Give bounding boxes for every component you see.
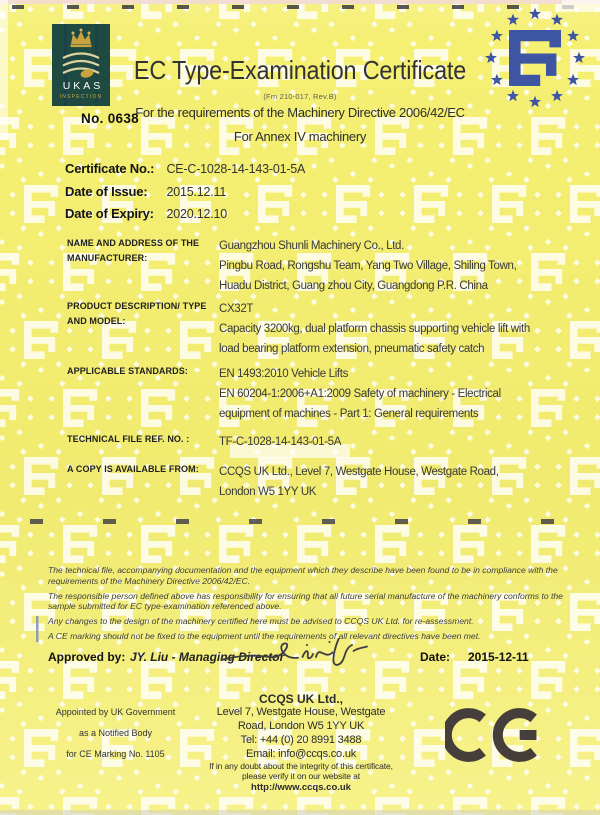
issuer-phone: Tel: +44 (0) 20 8991 3488	[240, 734, 362, 746]
footer-left-line: as a Notified Body	[78, 728, 153, 738]
legal-paragraph: Any changes to the design of the machinery certified here must be advised to CCQS UK Ltd. for re-assessment.	[48, 616, 474, 626]
copy-available-label: A COPY IS AVAILABLE FROM:	[67, 464, 199, 474]
product-description-label: PRODUCT DESCRIPTION/ TYPE AND MODEL:	[67, 301, 207, 326]
value-line: Capacity 3200kg, dual platform chassis supporting vehicle lift with	[219, 323, 530, 335]
ce-marking-icon	[445, 700, 547, 775]
value-line: Guangzhou Shunli Machinery Co., Ltd.	[219, 240, 404, 252]
eu-stars-ccqs-logo	[477, 6, 595, 116]
date-of-issue-row	[65, 183, 305, 206]
legal-paragraph: The technical file, accompanying documentation and the equipment which they describe have been found to be in compliance with the requirements of the Machinery Directive 2006/42/EC.	[48, 565, 558, 586]
footer-left-line: for CE Marking No. 1105	[66, 749, 165, 759]
certificate-number-label: Certificate No.:	[65, 161, 155, 176]
value-line: CCQS UK Ltd., Level 7, Westgate House, Westgate Road,	[219, 466, 499, 478]
issuer-address-line: Level 7, Westgate House, Westgate	[216, 706, 386, 718]
date-of-expiry-value: 2020.12.10	[166, 207, 228, 221]
footer-left-line: Appointed by UK Government	[55, 707, 176, 717]
value-line: EN 1493:2010 Vehicle Lifts	[219, 368, 348, 380]
value-line: equipment of machines - Part 1: General requirements	[219, 408, 479, 420]
certificate-key-rows	[65, 160, 305, 228]
approver-name: JY. Liu - Managing Director	[130, 650, 285, 664]
issuer-contact-block	[195, 692, 407, 793]
verify-note-line: If in any doubt about the integrity of this certificate,	[209, 761, 393, 771]
applicable-standards-label: APPLICABLE STANDARDS:	[67, 366, 188, 376]
legal-paragraph: The responsible person defined above has responsibility for ensuring that all future serial manufacture of the machinery conforms to the sample submitted for EC type-examination referenced above.	[48, 590, 563, 611]
product-description-value	[219, 299, 589, 359]
certificate-title: EC Type-Examination Certificate	[133, 55, 467, 85]
date-label: Date:	[420, 650, 451, 664]
certificate-number-value: CE-C-1028-14-143-01-5A	[166, 162, 306, 176]
issuer-email: Email: info@ccqs.co.uk	[245, 748, 357, 760]
issuer-website: http://www.ccqs.co.uk	[251, 782, 351, 793]
issuer-company-name: CCQS UK Ltd.,	[259, 692, 343, 706]
technical-file-value	[219, 432, 589, 452]
legal-paragraph: A CE marking should not be fixed to the equipment until the requirements of all relevant directives have been met.	[48, 631, 481, 641]
notified-body-number: No. 0638	[81, 111, 139, 126]
certificate-number-row	[65, 160, 305, 183]
date-of-expiry-label: Date of Expiry:	[65, 206, 154, 221]
manufacturer-label: NAME AND ADDRESS OF THE MANUFACTURER:	[67, 238, 200, 263]
ukas-sublabel: INSPECTION	[59, 94, 103, 100]
verify-note-line: please verify it on our website at	[241, 771, 361, 781]
date-of-issue-label: Date of Issue:	[65, 183, 148, 199]
issuer-address-line: Road, London W5 1YY UK	[237, 719, 365, 732]
manufacturer-value	[219, 236, 589, 296]
value-line: CX32T	[219, 303, 254, 315]
annex-line: For Annex IV machinery	[233, 129, 367, 144]
value-line: Huadu District, Guang zhou City, Guangdong P.R. China	[219, 280, 488, 292]
form-reference: (Fm 210-017, Rev.B)	[263, 92, 337, 101]
applicable-standards-value	[219, 364, 589, 424]
date-of-expiry-row	[65, 205, 305, 228]
value-line: load bearing platform extension, pneumatic safety catch	[219, 343, 485, 355]
value-line: TF-C-1028-14-143-01-5A	[219, 436, 342, 448]
value-line: Pingbu Road, Rongshu Team, Yang Two Village, Shiling Town,	[219, 260, 517, 272]
technical-file-label: TECHNICAL FILE REF. NO. :	[67, 434, 190, 444]
ukas-label: UKAS	[62, 80, 104, 92]
approval-row	[48, 650, 568, 690]
notified-body-note	[28, 702, 203, 765]
date-of-issue-value: 2015.12.11	[166, 184, 227, 199]
ukas-inspection-logo	[52, 24, 110, 106]
value-line: London W5 1YY UK	[219, 486, 317, 498]
handwritten-signature	[220, 634, 370, 679]
approved-by-label: Approved by:	[48, 650, 126, 664]
approval-date-value: 2015-12-11	[468, 650, 529, 664]
copy-available-value	[219, 462, 589, 502]
directive-line: For the requirements of the Machinery Directive 2006/42/EC	[135, 105, 465, 120]
value-line: EN 60204-1:2006+A1:2009 Safety of machinery - Electrical	[219, 388, 501, 400]
